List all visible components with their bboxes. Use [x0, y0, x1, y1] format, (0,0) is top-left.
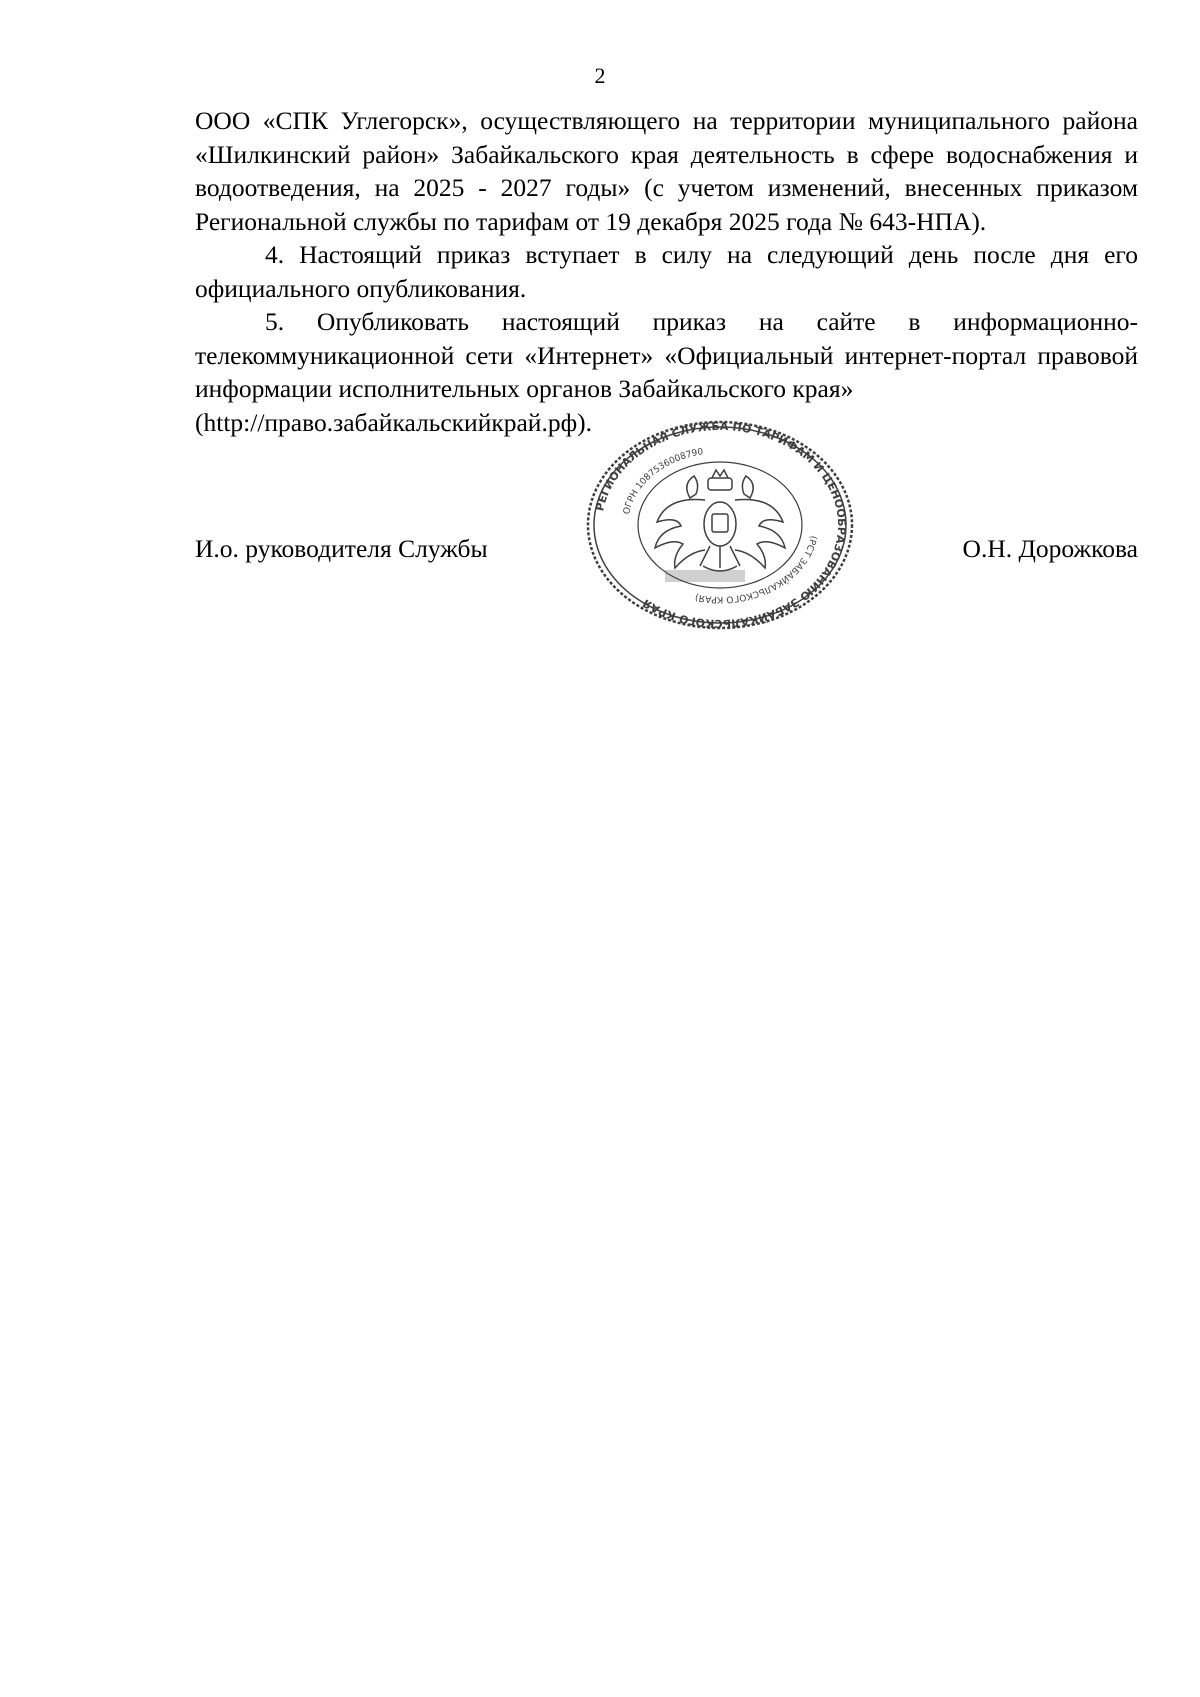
seal-inner-text-path: (РСТ ЗАБАЙКАЛЬСКОГО КРАЯ) [694, 534, 818, 605]
paragraph-item-5: 5. Опубликовать настоящий приказ на сайте в информационно-телекоммуникационной сети «Интернет» «Официальный интернет-портал правовой информации исполнительных органов Забайкальского края» [195, 307, 1138, 403]
seal-smudge [665, 570, 745, 582]
document-body [195, 104, 1138, 439]
seal-inner-ring [638, 462, 802, 588]
paragraph-continuation: ООО «СПК Углегорск», осуществляющего на территории муниципального района «Шилкинский район» Забайкальского края деятельность в сфере водоснабжения и водоотведения, на 2025 - 2027 годы» (с учетом изменений, внесенных приказом Региональной службы по тарифам от 19 декабря 2025 года № 643-НПА). [195, 106, 1138, 236]
double-headed-eagle-icon [655, 470, 785, 571]
paragraph-item-4: 4. Настоящий приказ вступает в силу на следующий день после дня его официального опубликования. [195, 240, 1138, 303]
page-number: 2 [594, 63, 606, 88]
paragraph-item-5-url: (http://право.забайкальскийкрай.рф). [195, 407, 592, 437]
seal-ogrn-text-path: ОГРН 1087536008790 [622, 447, 705, 516]
seal-outer-text-path: РЕГИОНАЛЬНАЯ СЛУЖБА ПО ТАРИФАМ И ЦЕНООБРАЗОВАНИЮ ЗАБАЙКАЛЬСКОГО КРАЯ [593, 420, 849, 630]
signatory-name: О.Н. Дорожкова [962, 534, 1138, 563]
signatory-position: И.о. руководителя Службы [195, 534, 488, 563]
official-seal-stamp [585, 420, 855, 630]
